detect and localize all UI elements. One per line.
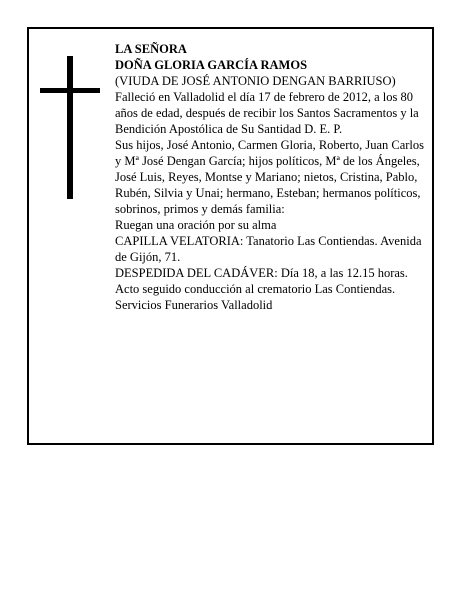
farewell-info: DESPEDIDA DEL CADÁVER: Día 18, a las 12.15 horas. Acto seguido conducción al crematorio Las Contiendas. — [115, 266, 408, 296]
cross-horizontal-bar — [40, 88, 100, 93]
notice-text — [115, 41, 425, 313]
deceased-name: DOÑA GLORIA GARCÍA RAMOS — [115, 58, 308, 72]
prayer-request: Ruegan una oración por su alma — [115, 218, 277, 232]
funeral-services: Servicios Funerarios Valladolid — [115, 298, 273, 312]
cross-icon — [40, 56, 100, 199]
widow-of-line: (VIUDA DE JOSÉ ANTONIO DENGAN BARRIUSO) — [115, 74, 396, 88]
heading-title: LA SEÑORA — [115, 42, 187, 56]
family-list: Sus hijos, José Antonio, Carmen Gloria, Roberto, Juan Carlos y Mª José Dengan García; hijos políticos, Mª de los Ángeles, José Luis, Reyes, Montse y Mariano; nietos, Cristina, Pablo, Rubén, Silvia y Unai; hermano, Esteban; hermanos políticos, sobrinos, primos y demás familia: — [115, 138, 425, 216]
obituary-notice — [27, 27, 434, 445]
chapel-info: CAPILLA VELATORIA: Tanatorio Las Contiendas. Avenida de Gijón, 71. — [115, 234, 422, 264]
cross-vertical-bar — [67, 56, 73, 199]
death-announcement: Falleció en Valladolid el día 17 de febrero de 2012, a los 80 años de edad, después de recibir los Santos Sacramentos y la Bendición Apostólica de Su Santidad D. E. P. — [115, 90, 419, 136]
